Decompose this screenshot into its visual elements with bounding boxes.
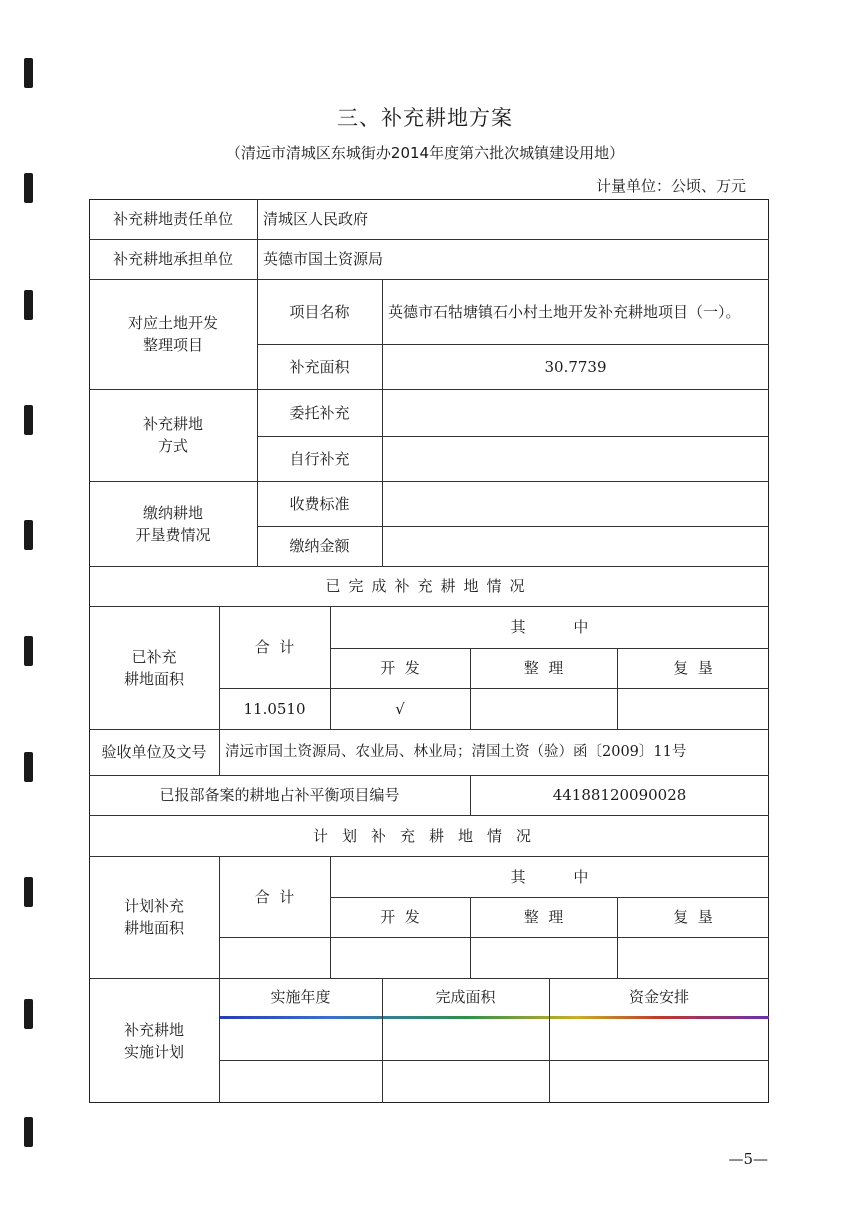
binding-mark	[24, 58, 33, 88]
completed-develop-label: 开 发	[380, 659, 420, 677]
fee-amount-label: 缴纳金额	[289, 537, 350, 555]
page-number: —5—	[728, 1150, 768, 1168]
fee-standard-label: 收费标准	[289, 494, 350, 513]
planned-total-label: 合 计	[254, 887, 295, 906]
resp-unit-value: 清城区人民政府	[263, 210, 369, 228]
page-title: 三、补充耕地方案	[337, 106, 513, 130]
planned-area-label: 计划补充 耕地面积	[123, 897, 184, 937]
project-name-label: 项目名称	[289, 302, 350, 321]
impl-plan-label: 补充耕地 实施计划	[123, 1020, 184, 1061]
page-subtitle: （清远市清城区东城街办2014年度第六批次城镇建设用地）	[225, 144, 625, 162]
completed-area-label: 已补充 耕地面积	[123, 647, 184, 688]
binding-mark	[24, 520, 33, 550]
completed-section-header: 已完成补充耕地情况	[325, 577, 533, 595]
impl-year-header: 实施年度	[270, 988, 331, 1006]
binding-mark	[24, 290, 33, 320]
project-area-label: 补充面积	[289, 357, 350, 376]
binding-mark	[24, 877, 33, 907]
acceptance-label: 验收单位及文号	[101, 743, 207, 761]
planned-develop-label: 开 发	[380, 908, 420, 926]
color-stripe	[219, 1016, 769, 1019]
completed-total-label: 合 计	[254, 638, 295, 656]
binding-mark	[24, 405, 33, 435]
impl-area-header: 完成面积	[435, 988, 496, 1006]
planned-reclaim-label: 复 垦	[673, 908, 713, 926]
planned-section-header: 计划补充耕地情况	[312, 826, 545, 845]
planned-arrange-label: 整 理	[523, 908, 564, 926]
project-name-value: 英德市石牯塘镇石小村土地开发补充耕地项目（一）。	[388, 302, 741, 321]
completed-total-value: 11.0510	[243, 699, 306, 718]
binding-mark	[24, 752, 33, 782]
resp-unit-label: 补充耕地责任单位	[112, 210, 233, 228]
record-number-label: 已报部备案的耕地占补平衡项目编号	[159, 786, 400, 804]
project-area-value: 30.7739	[544, 357, 607, 376]
binding-mark	[24, 1117, 33, 1147]
record-number-value: 44188120090028	[552, 786, 687, 804]
completed-among-label: 其 中	[510, 618, 589, 636]
fee-group-label: 缴纳耕地 开垦费情况	[135, 503, 211, 544]
binding-mark	[24, 636, 33, 666]
bear-unit-value: 英德市国土资源局	[263, 250, 384, 268]
method-entrust-label: 委托补充	[289, 403, 350, 422]
binding-mark	[24, 173, 33, 203]
bear-unit-label: 补充耕地承担单位	[112, 250, 233, 268]
method-group-label: 补充耕地 方式	[142, 415, 203, 455]
completed-arrange-label: 整 理	[523, 659, 564, 677]
completed-reclaim-label: 复 垦	[673, 659, 713, 677]
method-self-label: 自行补充	[289, 449, 350, 468]
binding-mark	[24, 999, 33, 1029]
acceptance-value: 清远市国土资源局、农业局、林业局；清国土资（验）函〔2009〕11号	[225, 744, 687, 760]
project-group-label: 对应土地开发 整理项目	[127, 314, 218, 354]
measurement-unit: 计量单位：公顷、万元	[595, 177, 746, 195]
planned-among-label: 其 中	[510, 867, 589, 886]
impl-fund-header: 资金安排	[628, 988, 689, 1006]
completed-develop-check: √	[395, 699, 405, 718]
